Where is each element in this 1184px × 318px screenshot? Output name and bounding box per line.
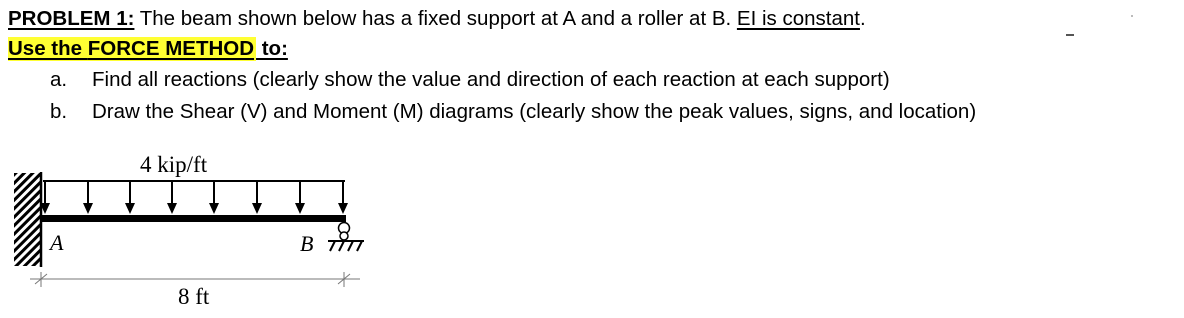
method-suffix: to: — [256, 37, 288, 60]
ei-constant-note: EI is constant — [736, 7, 860, 30]
method-name: FORCE METHOD — [87, 37, 255, 60]
load-arrow-head — [83, 203, 93, 214]
load-arrow-head — [209, 203, 219, 214]
load-arrows — [40, 181, 348, 214]
support-a-label: A — [50, 230, 64, 255]
task-b-marker: b. — [50, 100, 68, 123]
distributed-load — [40, 181, 348, 214]
load-arrow-head — [252, 203, 262, 214]
span-label: 8 ft — [178, 284, 210, 309]
beam — [41, 215, 346, 222]
ground-hatch-4 — [357, 241, 362, 251]
load-label: 4 kip/ft — [140, 152, 208, 177]
load-arrow-head — [338, 203, 348, 214]
support-b-label: B — [300, 231, 314, 256]
problem-label: PROBLEM 1: — [8, 7, 135, 30]
task-a-marker: a. — [50, 68, 68, 91]
method-prefix: Use the — [8, 37, 88, 60]
fixed-support-a — [14, 172, 41, 267]
ground-hatch-3 — [348, 241, 353, 251]
ground-hatch-1 — [330, 241, 335, 251]
statement-period: . — [859, 7, 866, 30]
task-b-text: Draw the Shear (V) and Moment (M) diagrams (clearly show the peak values, signs, and location) — [92, 100, 977, 123]
load-arrow-head — [295, 203, 305, 214]
ground-hatch-2 — [339, 241, 344, 251]
fixed-support-hatch — [14, 173, 40, 266]
load-arrow-head — [167, 203, 177, 214]
task-a-text: Find all reactions (clearly show the value and direction of each reaction at each support) — [92, 68, 890, 91]
roller-support-b — [328, 223, 364, 252]
roller-bottom-circle — [340, 232, 348, 240]
load-arrow-head — [125, 203, 135, 214]
problem-statement: The beam shown below has a fixed support at A and a roller at B. — [134, 7, 737, 30]
